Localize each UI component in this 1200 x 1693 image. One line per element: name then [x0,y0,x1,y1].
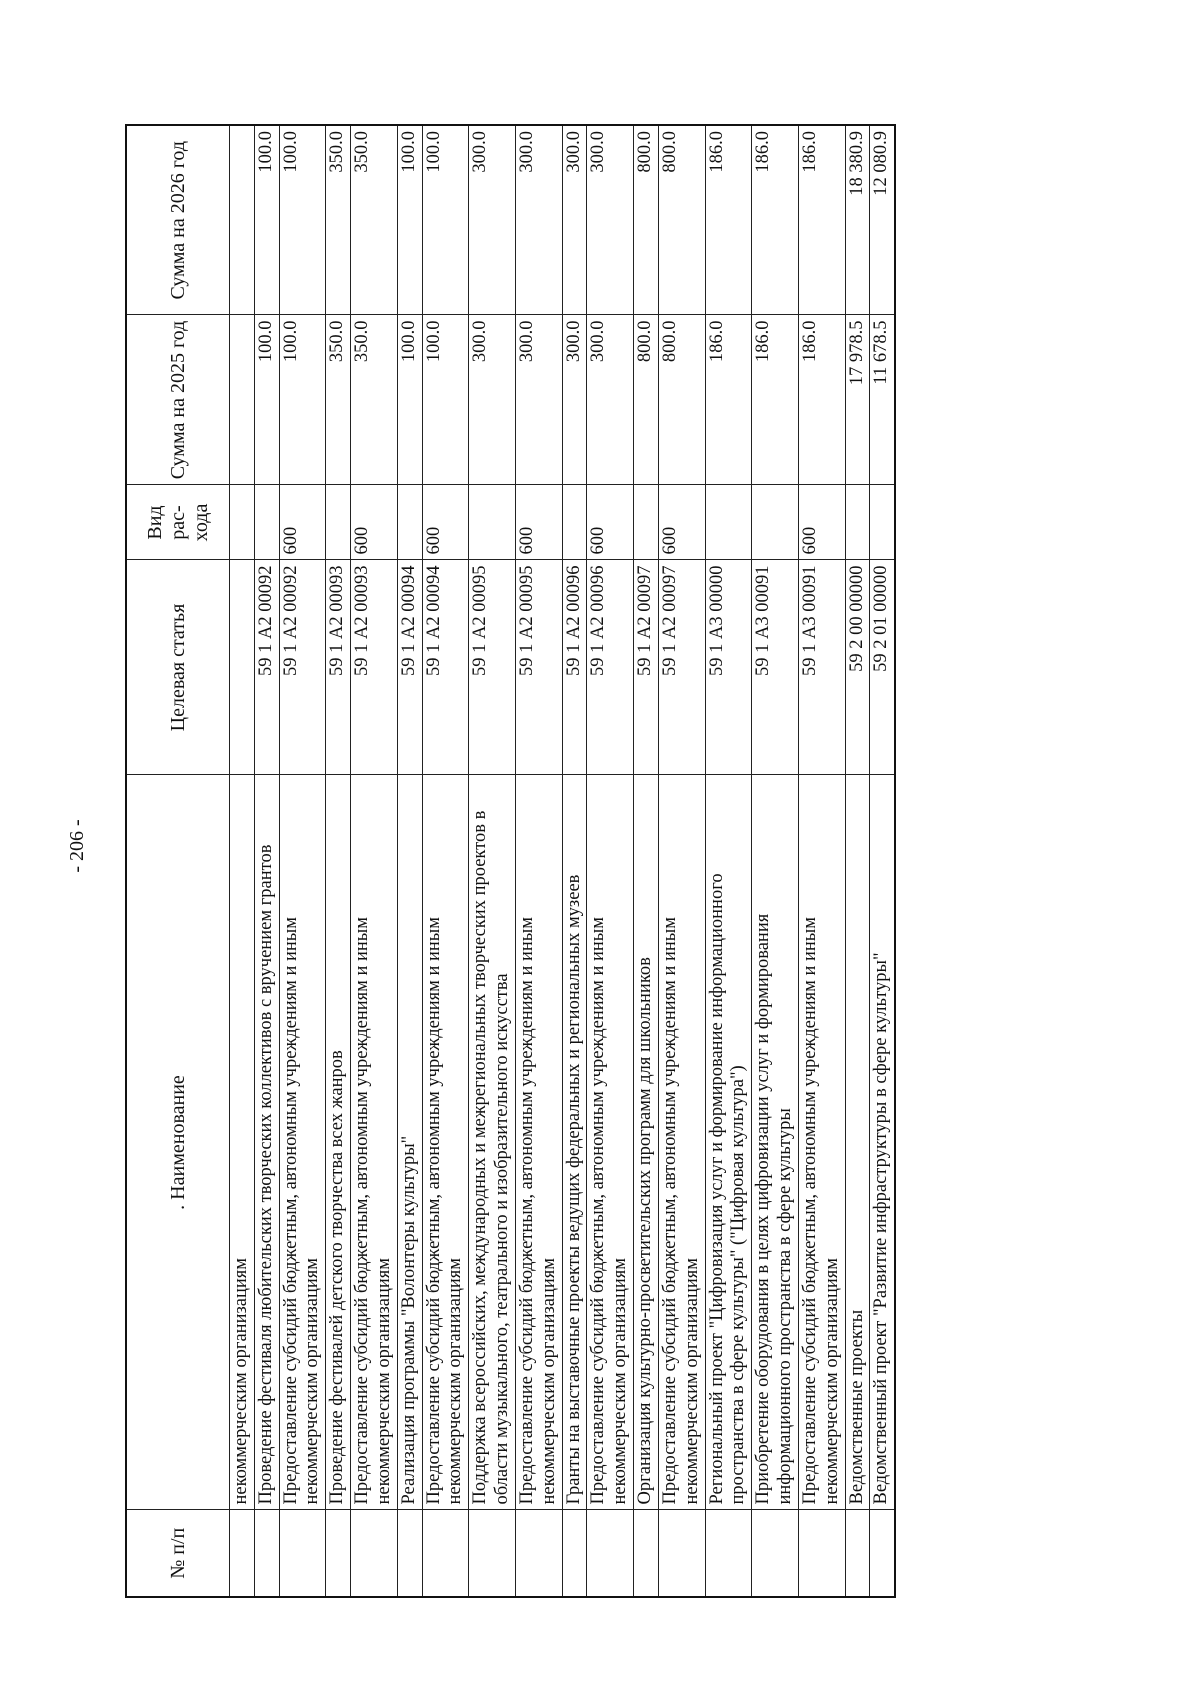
cell-num [230,1510,255,1597]
cell-vid: 600 [658,485,705,560]
cell-code: 59 1 А2 00092 [279,560,326,775]
table-row [397,125,422,1597]
table-row [279,125,326,1597]
header-amount-2026: Сумма на 2026 год [126,125,230,315]
cell-amount-2025: 800.0 [658,315,705,485]
cell-num [845,1510,870,1597]
cell-code: 59 1 А2 00094 [422,560,469,775]
cell-name: Предоставление субсидий бюджетным, автономным учреждениям и иным некоммерческим организациям [422,775,469,1510]
table-row [634,125,659,1597]
cell-name: Предоставление субсидий бюджетным, автономным учреждениям и иным некоммерческим организациям [658,775,705,1510]
cell-name: Предоставление субсидий бюджетным, автономным учреждениям и иным некоммерческим организациям [279,775,326,1510]
cell-num [634,1510,659,1597]
cell-vid [397,485,422,560]
cell-amount-2025: 186.0 [798,315,845,485]
table-row [351,125,398,1597]
header-num: № п/п [126,1510,230,1597]
table-header-row [126,125,230,1597]
cell-name: Проведение фестивалей детского творчества всех жанров [326,775,351,1510]
table-row [845,125,870,1597]
cell-vid [230,485,255,560]
cell-num [422,1510,469,1597]
cell-amount-2026: 350.0 [351,125,398,315]
cell-num [515,1510,562,1597]
cell-vid: 600 [587,485,634,560]
cell-name: Организация культурно-просветительских программ для школьников [634,775,659,1510]
cell-name: Предоставление субсидий бюджетным, автономным учреждениям и иным некоммерческим организациям [587,775,634,1510]
cell-num [397,1510,422,1597]
table-row [562,125,587,1597]
cell-code: 59 2 00 00000 [845,560,870,775]
table-body [230,125,896,1597]
cell-code: 59 1 А2 00093 [351,560,398,775]
cell-name: Ведомственные проекты [845,775,870,1510]
cell-name: Региональный проект "Цифровизация услуг и формирование информационного пространства в сфере культуры" ("Цифровая культура") [705,775,752,1510]
table-row [798,125,845,1597]
cell-amount-2026: 300.0 [515,125,562,315]
table-row [326,125,351,1597]
table-row [658,125,705,1597]
cell-name: Ведомственный проект "Развитие инфраструктуры в сфере культуры" [870,775,895,1510]
cell-amount-2026: 18 380.9 [845,125,870,315]
cell-vid: 600 [279,485,326,560]
cell-amount-2026: 350.0 [326,125,351,315]
cell-code: 59 1 А2 00097 [634,560,659,775]
cell-vid [562,485,587,560]
cell-code: 59 1 А2 00097 [658,560,705,775]
table-row [230,125,255,1597]
cell-amount-2026: 100.0 [279,125,326,315]
cell-name: Поддержка всероссийских, международных и межрегиональных творческих проектов в области музыкального, театрального и изобразительного искусства [469,775,516,1510]
table-row [752,125,799,1597]
cell-vid [326,485,351,560]
cell-amount-2025: 100.0 [279,315,326,485]
cell-amount-2026: 800.0 [634,125,659,315]
cell-amount-2025: 186.0 [705,315,752,485]
cell-amount-2025: 11 678.5 [870,315,895,485]
cell-amount-2026: 300.0 [587,125,634,315]
cell-amount-2026: 300.0 [562,125,587,315]
cell-amount-2025: 350.0 [351,315,398,485]
cell-amount-2025: 100.0 [422,315,469,485]
cell-num [469,1510,516,1597]
header-amount-2025: Сумма на 2025 год [126,315,230,485]
cell-amount-2026: 100.0 [254,125,279,315]
cell-amount-2026: 186.0 [705,125,752,315]
header-name: . Наименование [126,775,230,1510]
cell-amount-2025: 350.0 [326,315,351,485]
header-code: Целевая статья [126,560,230,775]
cell-num [351,1510,398,1597]
cell-vid [254,485,279,560]
table-row [254,125,279,1597]
table-row [870,125,895,1597]
cell-amount-2026: 100.0 [422,125,469,315]
cell-name: Приобретение оборудования в целях цифровизации услуг и формирования информационного пространства в сфере культуры [752,775,799,1510]
cell-amount-2026: 12 080.9 [870,125,895,315]
cell-amount-2025: 17 978.5 [845,315,870,485]
cell-vid [469,485,516,560]
cell-code: 59 2 01 00000 [870,560,895,775]
cell-vid [752,485,799,560]
cell-amount-2025 [230,315,255,485]
header-vid: Вид рас-хода [126,485,230,560]
cell-amount-2026: 300.0 [469,125,516,315]
cell-amount-2026: 800.0 [658,125,705,315]
cell-amount-2025: 186.0 [752,315,799,485]
cell-amount-2026: 100.0 [397,125,422,315]
cell-amount-2025: 300.0 [515,315,562,485]
cell-code: 59 1 А2 00095 [469,560,516,775]
cell-num [326,1510,351,1597]
cell-num [254,1510,279,1597]
cell-amount-2025: 800.0 [634,315,659,485]
budget-table [125,124,896,1598]
cell-num [705,1510,752,1597]
cell-name: Предоставление субсидий бюджетным, автономным учреждениям и иным некоммерческим организациям [351,775,398,1510]
cell-code: 59 1 А2 00092 [254,560,279,775]
cell-vid: 600 [351,485,398,560]
cell-num [752,1510,799,1597]
cell-name: Предоставление субсидий бюджетным, автономным учреждениям и иным некоммерческим организациям [798,775,845,1510]
cell-amount-2025: 100.0 [397,315,422,485]
cell-num [562,1510,587,1597]
cell-vid [634,485,659,560]
table-row [469,125,516,1597]
cell-code: 59 1 А3 00000 [705,560,752,775]
cell-num [279,1510,326,1597]
cell-code: 59 1 А3 00091 [798,560,845,775]
cell-code: 59 1 А3 00091 [752,560,799,775]
cell-name: Реализация программы "Волонтеры культуры" [397,775,422,1510]
cell-vid: 600 [422,485,469,560]
table-row [587,125,634,1597]
cell-num [798,1510,845,1597]
table-row [422,125,469,1597]
cell-num [587,1510,634,1597]
cell-code [230,560,255,775]
cell-amount-2026: 186.0 [752,125,799,315]
cell-amount-2025: 300.0 [587,315,634,485]
cell-amount-2025: 300.0 [562,315,587,485]
table-row [515,125,562,1597]
cell-num [870,1510,895,1597]
table-row [705,125,752,1597]
cell-amount-2025: 300.0 [469,315,516,485]
cell-vid [705,485,752,560]
cell-vid [870,485,895,560]
cell-code: 59 1 А2 00096 [587,560,634,775]
cell-amount-2026 [230,125,255,315]
cell-name: Гранты на выставочные проекты ведущих федеральных и региональных музеев [562,775,587,1510]
page-number: - 206 - [66,819,88,873]
cell-name: Предоставление субсидий бюджетным, автономным учреждениям и иным некоммерческим организациям [515,775,562,1510]
cell-code: 59 1 А2 00096 [562,560,587,775]
cell-code: 59 1 А2 00094 [397,560,422,775]
cell-code: 59 1 А2 00095 [515,560,562,775]
cell-num [658,1510,705,1597]
cell-amount-2026: 186.0 [798,125,845,315]
rotated-table-wrapper [125,126,1075,1598]
cell-vid: 600 [798,485,845,560]
cell-name: Проведение фестиваля любительских творческих коллективов с вручением грантов [254,775,279,1510]
cell-name: некоммерческим организациям [230,775,255,1510]
cell-amount-2025: 100.0 [254,315,279,485]
cell-code: 59 1 А2 00093 [326,560,351,775]
cell-vid: 600 [515,485,562,560]
cell-vid [845,485,870,560]
